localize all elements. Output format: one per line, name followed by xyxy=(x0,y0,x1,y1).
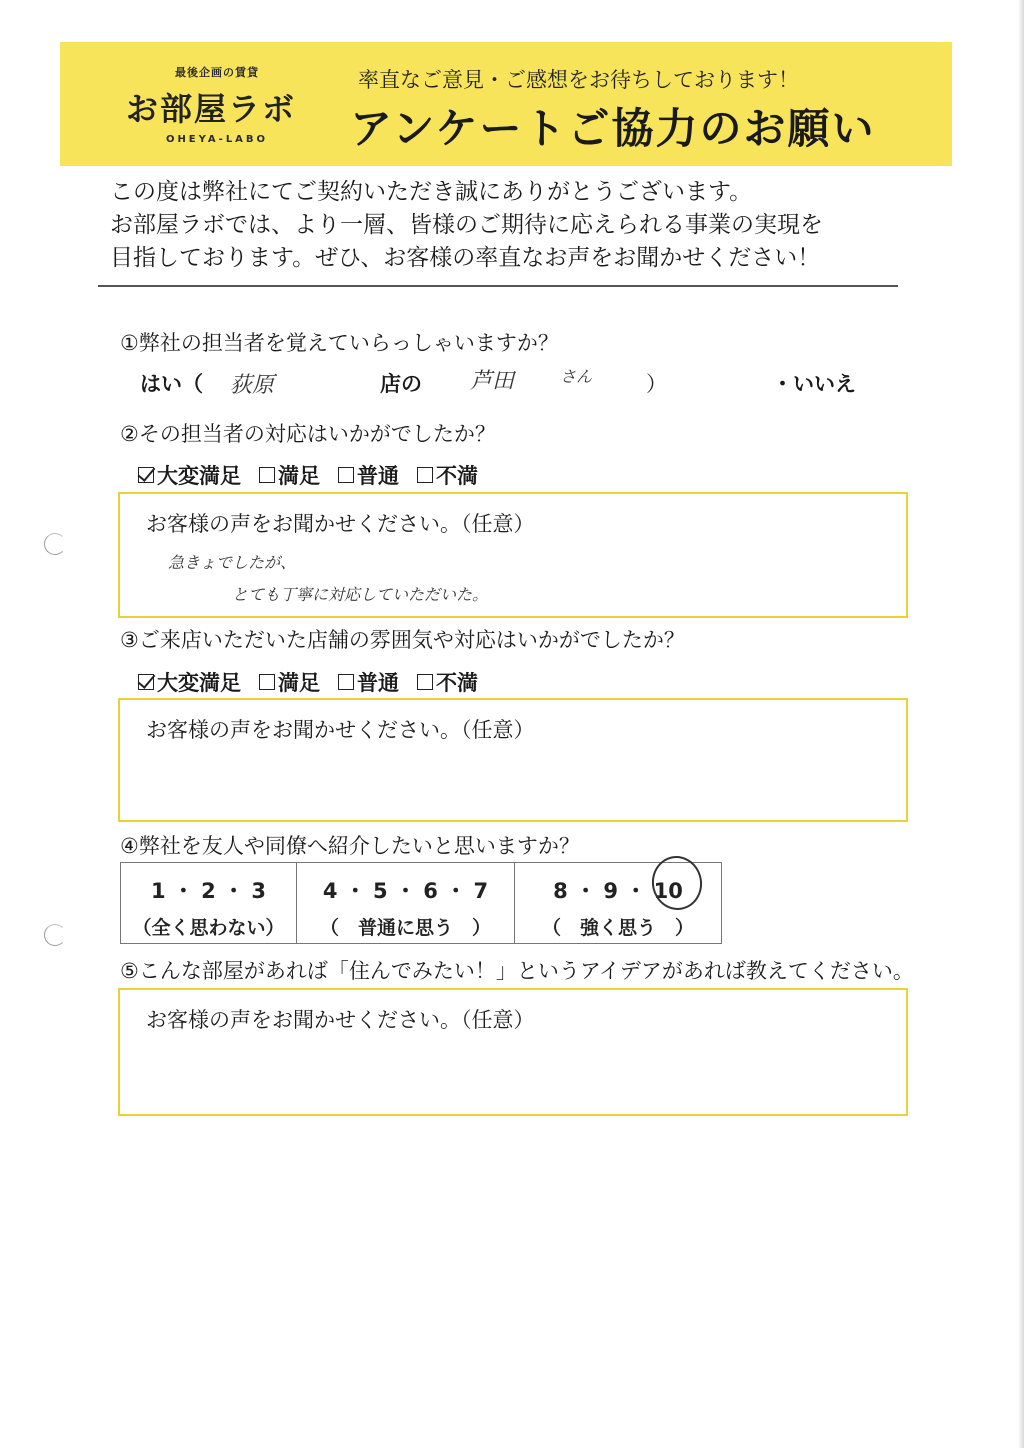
company-logo xyxy=(122,60,312,152)
scale-group-mid[interactable] xyxy=(297,863,515,943)
q1-handwritten-san: さん xyxy=(560,367,593,386)
question-4: ④弊社を友人や同僚へ紹介したいと思いますか？ xyxy=(120,834,580,858)
q3-option-very-satisfied[interactable]: 大変満足 xyxy=(138,667,241,697)
q3-comment-label: お客様の声をお聞かせください。（任意） xyxy=(146,718,535,742)
q3-rating-options xyxy=(138,667,478,697)
q2-comment-line: 急きょでしたが、 xyxy=(168,553,297,572)
q5-comment-label: お客様の声をお聞かせください。（任意） xyxy=(146,1008,535,1032)
question-1: ①弊社の担当者を覚えていらっしゃいますか？ xyxy=(120,331,559,355)
question-3: ③ご来店いただいた店舗の雰囲気や対応はいかがでしたか？ xyxy=(120,628,685,652)
q1-store-label: 店の xyxy=(380,372,422,396)
logo-tagline: 最後企画の賃貸 xyxy=(175,66,259,79)
q2-comment-label: お客様の声をお聞かせください。（任意） xyxy=(146,512,535,536)
question-2: ②その担当者の対応はいかがでしたか？ xyxy=(120,422,496,446)
q1-close-paren: ） xyxy=(646,372,667,396)
scale-label: （ 強く思う ） xyxy=(541,917,694,939)
divider xyxy=(98,285,898,287)
q3-option-satisfied[interactable]: 満足 xyxy=(259,667,320,697)
intro-line: この度は弊社にてご契約いただき誠にありがとうございます。 xyxy=(110,179,753,205)
checkbox-checked-icon[interactable] xyxy=(138,467,154,483)
checkbox-icon[interactable] xyxy=(417,674,433,690)
q1-yes-label: はい（ xyxy=(140,372,203,396)
logo-text: お部屋ラボ xyxy=(126,90,297,128)
scale-group-low[interactable] xyxy=(121,863,297,943)
q3-comment-box[interactable] xyxy=(118,698,908,822)
punch-hole-icon xyxy=(44,533,66,555)
header-banner xyxy=(60,42,952,166)
checkbox-icon[interactable] xyxy=(259,467,275,483)
page-edge-shadow xyxy=(1018,0,1024,1448)
q4-rating-scale xyxy=(120,862,722,944)
q1-handwritten-name: 芦田 xyxy=(470,369,515,394)
intro-text xyxy=(110,176,910,275)
q2-option-dissatisfied[interactable]: 不満 xyxy=(417,460,478,490)
question-5: ⑤こんな部屋があれば「住んでみたい！」というアイデアがあれば教えてください。 xyxy=(120,959,914,983)
scale-numbers: 8 ・ 9 ・ 10 xyxy=(553,879,683,903)
checkbox-icon[interactable] xyxy=(338,674,354,690)
q2-option-neutral[interactable]: 普通 xyxy=(338,460,399,490)
intro-line: お部屋ラボでは、より一層、皆様のご期待に応えられる事業の実現を xyxy=(110,212,823,238)
checkbox-icon[interactable] xyxy=(338,467,354,483)
q3-option-neutral[interactable]: 普通 xyxy=(338,667,399,697)
q3-option-dissatisfied[interactable]: 不満 xyxy=(417,667,478,697)
scale-label: （ 普通に思う ） xyxy=(319,917,491,939)
q2-comment-line: とても丁寧に対応していただいた。 xyxy=(232,585,489,604)
header-subtitle: 率直なご意見・ご感想をお待ちしております！ xyxy=(358,68,799,92)
scale-numbers: 1 ・ 2 ・ 3 xyxy=(150,879,267,903)
checkbox-checked-icon[interactable] xyxy=(138,674,154,690)
punch-hole-icon xyxy=(44,924,66,946)
scale-numbers: 4 ・ 5 ・ 6 ・ 7 xyxy=(322,879,489,903)
scale-label: （全く思わない） xyxy=(132,917,285,939)
intro-line: 目指しております。ぜひ、お客様の率直なお声をお聞かせください！ xyxy=(110,245,821,271)
checkbox-icon[interactable] xyxy=(417,467,433,483)
q1-no-label: ・いいえ xyxy=(772,372,856,396)
q2-option-satisfied[interactable]: 満足 xyxy=(259,460,320,490)
q2-rating-options xyxy=(138,460,478,490)
logo-subtext: OHEYA-LABO xyxy=(165,134,269,145)
q2-option-very-satisfied[interactable]: 大変満足 xyxy=(138,460,241,490)
checkbox-icon[interactable] xyxy=(259,674,275,690)
q2-comment-box[interactable] xyxy=(118,492,908,618)
q5-comment-box[interactable] xyxy=(118,988,908,1116)
page-title: アンケートご協力のお願い xyxy=(350,104,876,153)
q1-handwritten-store: 荻原 xyxy=(230,373,275,398)
